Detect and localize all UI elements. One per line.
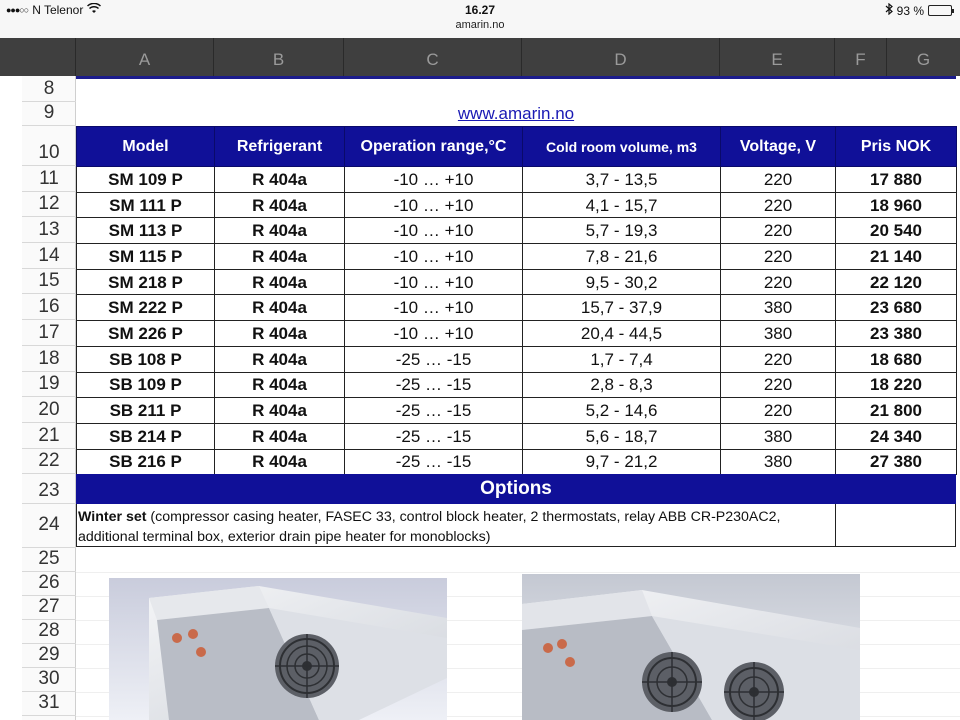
cell-voltage[interactable]: 220 <box>721 372 836 398</box>
price-table <box>76 126 957 475</box>
table-row <box>77 295 957 321</box>
cell-price[interactable]: 23 380 <box>836 321 957 347</box>
table-row <box>77 269 957 295</box>
cell-cold-room-volume[interactable]: 1,7 - 7,4 <box>523 346 721 372</box>
row-header[interactable]: 27 <box>22 596 76 620</box>
winter-set-price-divider <box>835 504 836 546</box>
cell-cold-room-volume[interactable]: 5,7 - 19,3 <box>523 218 721 244</box>
cell-operation-range[interactable]: -10 … +10 <box>345 192 523 218</box>
cell-refrigerant[interactable]: R 404a <box>215 244 345 270</box>
table-row <box>77 244 957 270</box>
cell-model[interactable]: SM 115 P <box>77 244 215 270</box>
cell-operation-range[interactable]: -25 … -15 <box>345 449 523 475</box>
row-header[interactable]: 10 <box>22 126 76 166</box>
row-header[interactable]: 16 <box>22 295 76 321</box>
cell-operation-range[interactable]: -10 … +10 <box>345 218 523 244</box>
cell-cold-room-volume[interactable]: 20,4 - 44,5 <box>523 321 721 347</box>
cell-voltage[interactable]: 380 <box>721 423 836 449</box>
table-row <box>77 321 957 347</box>
table-body <box>77 167 957 475</box>
column-header-bar <box>0 38 960 76</box>
row-header[interactable]: 25 <box>22 548 76 572</box>
status-bar <box>0 0 960 38</box>
column-header-e[interactable]: E <box>720 38 835 76</box>
double-fan-cooler-image <box>522 574 860 720</box>
cell-refrigerant[interactable]: R 404a <box>215 295 345 321</box>
cell-price[interactable]: 27 380 <box>836 449 957 475</box>
row-header[interactable]: 23 <box>22 474 76 504</box>
cell-model[interactable]: SB 109 P <box>77 372 215 398</box>
header-refrigerant[interactable]: Refrigerant <box>215 127 345 167</box>
cell-price[interactable]: 22 120 <box>836 269 957 295</box>
cell-price[interactable]: 21 140 <box>836 244 957 270</box>
cell-cold-room-volume[interactable]: 4,1 - 15,7 <box>523 192 721 218</box>
cell-refrigerant[interactable]: R 404a <box>215 372 345 398</box>
table-row <box>77 423 957 449</box>
cell-model[interactable]: SM 109 P <box>77 167 215 193</box>
column-header-g[interactable]: G <box>916 50 931 69</box>
single-fan-cooler-image <box>109 578 447 720</box>
cell-model[interactable]: SB 211 P <box>77 398 215 424</box>
cell-cold-room-volume[interactable]: 9,7 - 21,2 <box>523 449 721 475</box>
column-header-a[interactable]: A <box>76 38 214 76</box>
cell-model[interactable]: SM 113 P <box>77 218 215 244</box>
table-row <box>77 218 957 244</box>
table-row <box>77 449 957 475</box>
row-header[interactable]: 13 <box>22 217 76 243</box>
column-header-d[interactable]: D <box>522 38 720 76</box>
cell-voltage[interactable]: 220 <box>721 218 836 244</box>
column-header-c[interactable]: C <box>344 38 522 76</box>
cell-model[interactable]: SM 218 P <box>77 269 215 295</box>
cell-model[interactable]: SM 111 P <box>77 192 215 218</box>
cell-model[interactable]: SB 214 P <box>77 423 215 449</box>
cell-voltage[interactable]: 220 <box>721 269 836 295</box>
row-header[interactable]: 8 <box>22 76 76 102</box>
row-header[interactable]: 15 <box>22 269 76 295</box>
cell-refrigerant[interactable]: R 404a <box>215 192 345 218</box>
header-rule <box>76 76 956 79</box>
cell-price[interactable]: 23 680 <box>836 295 957 321</box>
cell-operation-range[interactable]: -10 … +10 <box>345 295 523 321</box>
battery-percent: 93 % <box>896 3 924 18</box>
header-voltage[interactable]: Voltage, V <box>721 127 836 167</box>
cell-operation-range[interactable]: -10 … +10 <box>345 321 523 347</box>
cell-voltage[interactable]: 220 <box>721 244 836 270</box>
row-header[interactable]: 24 <box>22 504 76 548</box>
cell-voltage[interactable]: 380 <box>721 321 836 347</box>
cell-price[interactable]: 18 680 <box>836 346 957 372</box>
clock: 16.27 <box>464 3 496 17</box>
cell-refrigerant[interactable]: R 404a <box>215 167 345 193</box>
header-price[interactable]: Pris NOK <box>836 127 957 167</box>
grid-line <box>76 572 960 573</box>
cell-cold-room-volume[interactable]: 5,2 - 14,6 <box>523 398 721 424</box>
cell-model[interactable]: SB 216 P <box>77 449 215 475</box>
row-header[interactable]: 21 <box>22 423 76 449</box>
table-header-row <box>77 127 957 167</box>
cell-voltage[interactable]: 220 <box>721 192 836 218</box>
row-header[interactable]: 14 <box>22 243 76 269</box>
row-header[interactable]: 28 <box>22 620 76 644</box>
cell-operation-range[interactable]: -25 … -15 <box>345 346 523 372</box>
winter-set-details: (compressor casing heater, FASEC 33, control block heater, 2 thermostats, relay ABB CR-P230AC2, additional terminal box, exterior drain pipe heater for monoblocks) <box>78 509 781 545</box>
select-all-corner[interactable] <box>22 38 76 76</box>
cell-price[interactable]: 17 880 <box>836 167 957 193</box>
winter-set-row[interactable] <box>76 504 956 547</box>
cell-cold-room-volume[interactable]: 2,8 - 8,3 <box>523 372 721 398</box>
cell-refrigerant[interactable]: R 404a <box>215 269 345 295</box>
cell-voltage[interactable]: 380 <box>721 449 836 475</box>
cell-voltage[interactable]: 220 <box>721 398 836 424</box>
cell-cold-room-volume[interactable]: 7,8 - 21,6 <box>523 244 721 270</box>
cell-operation-range[interactable]: -10 … +10 <box>345 244 523 270</box>
cell-voltage[interactable]: 220 <box>721 167 836 193</box>
winter-set-title: Winter set <box>78 509 147 525</box>
cell-operation-range[interactable]: -25 … -15 <box>345 423 523 449</box>
table-row <box>77 192 957 218</box>
row-header[interactable]: 17 <box>22 320 76 346</box>
status-center <box>0 3 960 31</box>
cell-cold-room-volume[interactable]: 9,5 - 30,2 <box>523 269 721 295</box>
column-header-b[interactable]: B <box>214 38 344 76</box>
cell-operation-range[interactable]: -10 … +10 <box>345 269 523 295</box>
cell-operation-range[interactable]: -25 … -15 <box>345 372 523 398</box>
cell-price[interactable]: 18 220 <box>836 372 957 398</box>
cell-refrigerant[interactable]: R 404a <box>215 321 345 347</box>
cell-operation-range[interactable]: -10 … +10 <box>345 167 523 193</box>
table-row <box>77 372 957 398</box>
cell-price[interactable]: 18 960 <box>836 192 957 218</box>
table-row <box>77 346 957 372</box>
row-header[interactable]: 22 <box>22 449 76 474</box>
table-row <box>77 398 957 424</box>
column-header-f[interactable]: F <box>835 38 887 76</box>
carrier-name: N Telenor <box>32 3 84 17</box>
bluetooth-icon <box>885 3 893 18</box>
row-header[interactable]: 30 <box>22 668 76 692</box>
options-header[interactable]: Options <box>76 474 956 504</box>
cell-voltage[interactable]: 380 <box>721 295 836 321</box>
cell-cold-room-volume[interactable]: 5,6 - 18,7 <box>523 423 721 449</box>
header-model[interactable]: Model <box>77 127 215 167</box>
row-header[interactable]: 19 <box>22 372 76 398</box>
row-header[interactable]: 11 <box>22 166 76 192</box>
cell-cold-room-volume[interactable]: 3,7 - 13,5 <box>523 167 721 193</box>
row-header[interactable]: 20 <box>22 397 76 423</box>
row-header[interactable]: 18 <box>22 346 76 372</box>
status-right <box>885 3 952 18</box>
winter-set-description <box>78 507 834 547</box>
cell-voltage[interactable]: 220 <box>721 346 836 372</box>
header-cold-room-volume[interactable]: Cold room volume, m3 <box>523 127 721 167</box>
cell-model[interactable]: SM 226 P <box>77 321 215 347</box>
cell-refrigerant[interactable]: R 404a <box>215 423 345 449</box>
cell-operation-range[interactable]: -25 … -15 <box>345 398 523 424</box>
row-header[interactable]: 26 <box>22 572 76 596</box>
row-header[interactable]: 29 <box>22 644 76 668</box>
row-number-gutter <box>22 76 76 720</box>
battery-icon <box>928 5 952 16</box>
cell-price[interactable]: 24 340 <box>836 423 957 449</box>
cell-model[interactable]: SM 222 P <box>77 295 215 321</box>
cell-refrigerant[interactable]: R 404a <box>215 218 345 244</box>
header-operation-range[interactable]: Operation range,°C <box>345 127 523 167</box>
row-header[interactable]: 12 <box>22 192 76 218</box>
table-row <box>77 167 957 193</box>
cell-price[interactable]: 21 800 <box>836 398 957 424</box>
cell-refrigerant[interactable]: R 404a <box>215 346 345 372</box>
website-link[interactable]: www.amarin.no <box>457 104 575 123</box>
page-url[interactable]: amarin.no <box>455 19 505 31</box>
signal-strength-icon: ●●●○○ <box>6 5 29 15</box>
cell-price[interactable]: 20 540 <box>836 218 957 244</box>
cell-refrigerant[interactable]: R 404a <box>215 398 345 424</box>
row-header[interactable]: 31 <box>22 692 76 716</box>
cell-cold-room-volume[interactable]: 15,7 - 37,9 <box>523 295 721 321</box>
cell-model[interactable]: SB 108 P <box>77 346 215 372</box>
row-header[interactable]: 9 <box>22 102 76 126</box>
cell-refrigerant[interactable]: R 404a <box>215 449 345 475</box>
